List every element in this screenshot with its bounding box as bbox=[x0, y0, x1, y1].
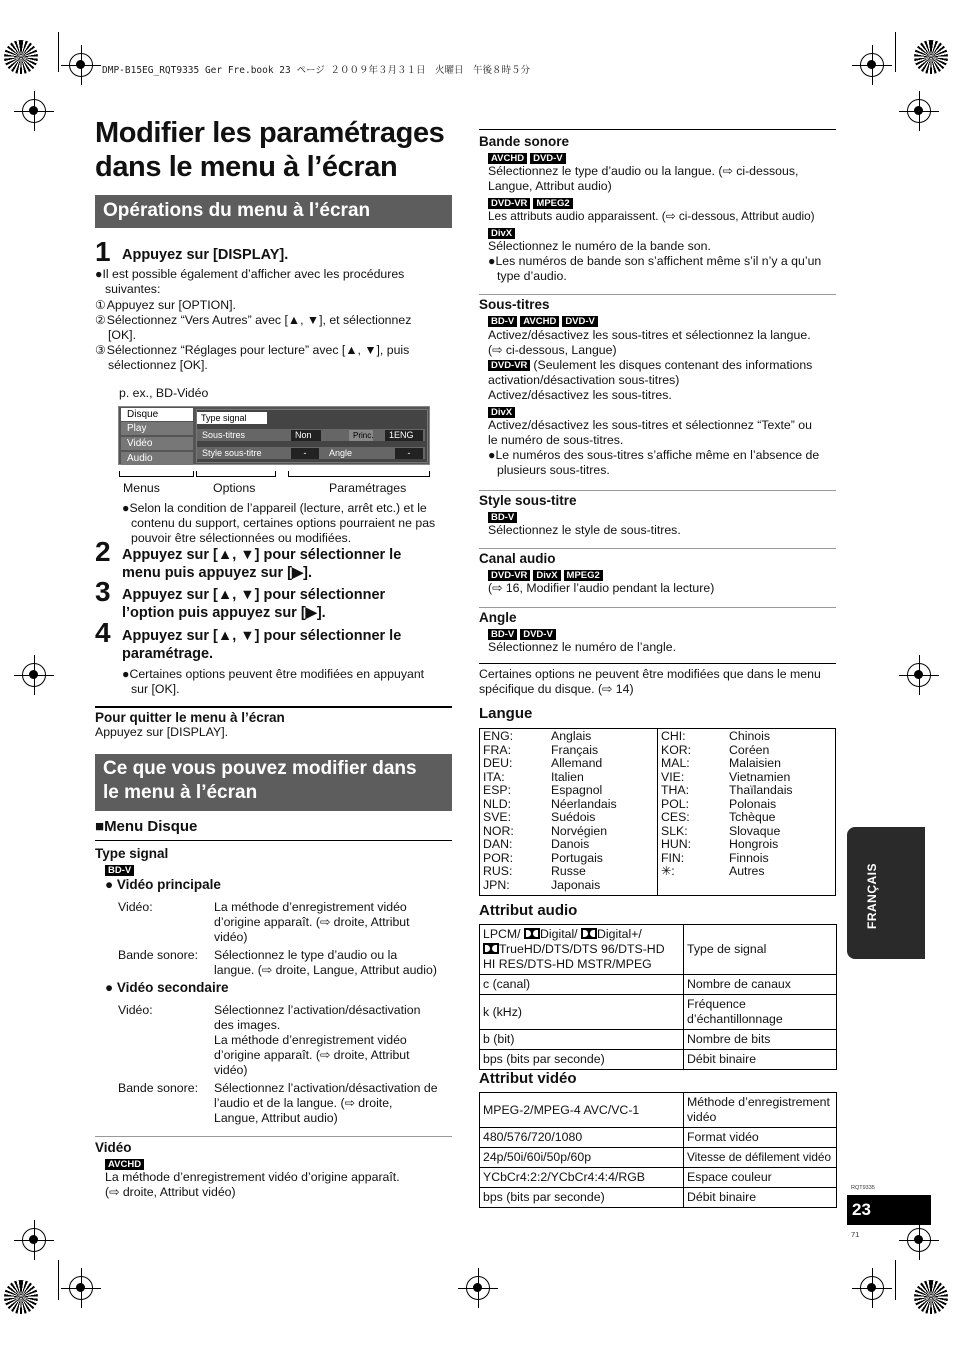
language-name: Norvégien bbox=[551, 823, 608, 838]
option-label: Princ. bbox=[349, 430, 373, 441]
language-name: Vietnamien bbox=[729, 769, 791, 784]
language-name: Malaisien bbox=[729, 756, 781, 770]
table-cell: k (kHz) bbox=[480, 995, 684, 1030]
bullet-line: ●Il est possible également d’afficher avec les procédures bbox=[95, 267, 405, 281]
language-tab bbox=[847, 827, 925, 959]
sub-step: ③Sélectionnez “Réglages pour lecture” avec [▲, ▼], puis bbox=[95, 343, 410, 357]
item-title: Sous-titres bbox=[479, 297, 550, 312]
table-cell: YCbCr4:2:2/YCbCr4:4:4/RGB bbox=[480, 1168, 684, 1188]
def-key: Bande sonore: bbox=[118, 1081, 198, 1095]
language-table bbox=[479, 728, 836, 896]
table-row bbox=[480, 1148, 837, 1168]
step-number: 4 bbox=[95, 617, 111, 648]
language-name: Polonais bbox=[729, 796, 777, 811]
table-row bbox=[480, 1093, 837, 1128]
item-subtitle: ● Vidéo secondaire bbox=[105, 980, 229, 995]
def-value: La méthode d’enregistrement vidéo d’origine apparaît. (⇨ droite, Attribut vidéo) bbox=[214, 900, 410, 944]
language-row bbox=[661, 744, 831, 758]
language-code: CES: bbox=[661, 810, 690, 824]
language-name: Néerlandais bbox=[551, 796, 617, 811]
registration-mark bbox=[860, 53, 884, 77]
language-row bbox=[661, 865, 831, 879]
body-text: Sélectionnez le type d’audio ou la langue. (⇨ ci-dessous, Langue, Attribut audio) bbox=[488, 164, 799, 193]
language-name: Espagnol bbox=[551, 783, 603, 797]
table-cell: Type de signal bbox=[684, 925, 837, 975]
language-code: HUN: bbox=[661, 837, 692, 851]
registration-mark bbox=[69, 1276, 93, 1300]
format-tags: DVD-VR MPEG2 bbox=[488, 195, 576, 213]
language-row bbox=[661, 757, 831, 771]
language-code: THA: bbox=[661, 783, 690, 797]
language-row bbox=[661, 825, 831, 839]
registration-mark bbox=[466, 1276, 490, 1300]
table-cell: b (bit) bbox=[480, 1030, 684, 1050]
example-label: p. ex., BD-Vidéo bbox=[119, 386, 209, 400]
registration-mark bbox=[860, 1276, 884, 1300]
language-tab-label: FRANÇAIS bbox=[865, 863, 879, 929]
table-row bbox=[480, 1188, 837, 1208]
table-cell: 480/576/720/1080 bbox=[480, 1128, 684, 1148]
divider bbox=[479, 129, 836, 130]
def-value: Sélectionnez le type d’audio ou la langue. (⇨ droite, Langue, Attribut audio) bbox=[214, 948, 437, 977]
registration-mark bbox=[907, 99, 931, 123]
language-name: Thaïlandais bbox=[729, 783, 793, 797]
divider bbox=[479, 663, 836, 664]
body-text: Sélectionnez le numéro de l’angle. bbox=[488, 640, 676, 654]
table-row bbox=[480, 1030, 837, 1050]
format-tag: DivX bbox=[488, 404, 518, 422]
language-name: Suédois bbox=[551, 810, 596, 824]
print-header: DMP-B15EG_RQT9335 Ger Fre.book 23 ページ ２００９年３月３１日 火曜日 午後８時５分 bbox=[102, 65, 530, 76]
language-name: Finnois bbox=[729, 850, 769, 865]
sub-step: [OK]. bbox=[108, 328, 137, 342]
language-row bbox=[483, 825, 653, 839]
step-number: 3 bbox=[95, 576, 111, 607]
table-cell: MPEG-2/MPEG-4 AVC/VC-1 bbox=[480, 1093, 684, 1128]
language-code: FIN: bbox=[661, 850, 685, 865]
step-title: Appuyez sur [▲, ▼] pour sélectionner le menu puis appuyez sur [▶]. bbox=[122, 547, 402, 581]
table-row bbox=[480, 995, 837, 1030]
bracket bbox=[119, 471, 194, 477]
language-code: ITA: bbox=[483, 769, 505, 784]
menu-item-audio: Audio bbox=[121, 452, 193, 465]
language-name: Japonais bbox=[551, 877, 601, 892]
product-code: RQT9335 bbox=[851, 1185, 875, 1191]
registration-mark bbox=[907, 1228, 931, 1252]
video-attribute-table bbox=[479, 1092, 837, 1208]
crop-mark bbox=[895, 1260, 896, 1300]
language-row bbox=[483, 811, 653, 825]
table-row bbox=[480, 1168, 837, 1188]
language-name: Chinois bbox=[729, 729, 771, 743]
body-text: Appuyez sur [DISPLAY]. bbox=[95, 725, 229, 739]
note-text: ●Selon la condition de l’appareil (lecture, arrêt etc.) et le contenu du support, certaines options pourraient ne pas pouvoir être sélectionnées ou modifiées. bbox=[122, 501, 436, 545]
option-value: Non bbox=[291, 430, 321, 441]
language-name: Tchèque bbox=[729, 810, 776, 824]
table-cell: Nombre de bits bbox=[684, 1030, 837, 1050]
table-cell: 24p/50i/60i/50p/60p bbox=[480, 1148, 684, 1168]
language-row bbox=[483, 865, 653, 879]
registration-mark bbox=[69, 53, 93, 77]
corner-mark bbox=[4, 40, 38, 74]
menu-item-play: Play bbox=[121, 422, 193, 435]
bracket bbox=[288, 471, 430, 477]
language-code: SLK: bbox=[661, 823, 688, 838]
language-name: Allemand bbox=[551, 756, 603, 770]
language-row bbox=[483, 798, 653, 812]
menu-item-video: Vidéo bbox=[121, 437, 193, 450]
format-tag: BD-V bbox=[105, 862, 137, 880]
table-cell: Vitesse de défilement vidéo bbox=[684, 1148, 837, 1168]
language-code: VIE: bbox=[661, 769, 685, 784]
language-code: ESP: bbox=[483, 783, 512, 797]
divider bbox=[95, 1136, 452, 1137]
language-row bbox=[483, 838, 653, 852]
table-heading: Attribut vidéo bbox=[479, 1070, 577, 1087]
format-tag: AVCHD bbox=[105, 1156, 147, 1174]
divider bbox=[479, 607, 836, 608]
body-text: Sélectionnez le style de sous-titres. bbox=[488, 523, 681, 537]
sub-step: ①Appuyez sur [OPTION]. bbox=[95, 298, 236, 312]
subsection-heading: ■Menu Disque bbox=[95, 818, 198, 835]
body-text: La méthode d’enregistrement vidéo d’origine apparaît. (⇨ droite, Attribut vidéo) bbox=[105, 1170, 400, 1199]
table-cell: c (canal) bbox=[480, 975, 684, 995]
language-list-right bbox=[661, 730, 831, 879]
language-row bbox=[483, 879, 653, 893]
language-row bbox=[483, 852, 653, 866]
menu-item-disque: Disque bbox=[121, 408, 193, 421]
registration-mark bbox=[907, 663, 931, 687]
language-row bbox=[483, 771, 653, 785]
footer-small-number: 71 bbox=[851, 1230, 860, 1239]
option-style: Style sous-titre bbox=[202, 448, 262, 458]
table-cell: bps (bits par seconde) bbox=[480, 1188, 684, 1208]
table-cell: Débit binaire bbox=[684, 1050, 837, 1070]
language-name: Portugais bbox=[551, 850, 603, 865]
language-row bbox=[483, 784, 653, 798]
bullet-line: suivantes: bbox=[105, 282, 161, 296]
step-title: Appuyez sur [▲, ▼] pour sélectionner le paramétrage. bbox=[122, 628, 402, 662]
language-name: Coréen bbox=[729, 742, 770, 757]
step-number: 1 bbox=[95, 236, 111, 267]
language-name: Russe bbox=[551, 864, 586, 878]
language-row bbox=[661, 784, 831, 798]
table-row bbox=[480, 1050, 837, 1070]
language-code: ENG: bbox=[483, 729, 514, 743]
step1-text bbox=[95, 267, 450, 373]
option-angle: Angle bbox=[329, 448, 353, 458]
language-row bbox=[661, 730, 831, 744]
language-list-left bbox=[483, 730, 653, 892]
table-heading: Langue bbox=[479, 705, 533, 722]
language-code: FRA: bbox=[483, 742, 512, 757]
language-code: NLD: bbox=[483, 796, 512, 811]
divider bbox=[479, 490, 836, 491]
option-type-signal: Type signal bbox=[197, 412, 267, 424]
registration-mark bbox=[22, 99, 46, 123]
def-key: Bande sonore: bbox=[118, 948, 198, 962]
language-code: DEU: bbox=[483, 756, 513, 770]
divider bbox=[95, 706, 452, 708]
table-cell: bps (bits par seconde) bbox=[480, 1050, 684, 1070]
crop-mark bbox=[895, 32, 896, 72]
language-row bbox=[661, 852, 831, 866]
subheading: Pour quitter le menu à l’écran bbox=[95, 710, 285, 725]
table-cell: LPCM/ Digital/ Digital+/ TrueHD/DTS/DTS 96/DTS-HD HI RES/DTS-HD MSTR/MPEG bbox=[480, 925, 684, 975]
table-cell: Fréquence d’échantillonnage bbox=[684, 995, 837, 1030]
language-row bbox=[661, 771, 831, 785]
sub-step: sélectionnez [OK]. bbox=[108, 358, 208, 372]
language-code: NOR: bbox=[483, 823, 514, 838]
language-row bbox=[661, 811, 831, 825]
crop-mark bbox=[58, 1260, 59, 1300]
corner-mark bbox=[914, 40, 948, 74]
table-cell: Débit binaire bbox=[684, 1188, 837, 1208]
page-title bbox=[95, 116, 444, 184]
table-cell: Format vidéo bbox=[684, 1128, 837, 1148]
option-value: - bbox=[291, 448, 319, 459]
body-text: (⇨ 16, Modifier l’audio pendant la lecture) bbox=[488, 581, 715, 595]
language-code: POL: bbox=[661, 796, 690, 811]
language-row bbox=[483, 744, 653, 758]
item-subtitle: ● Vidéo principale bbox=[105, 877, 221, 892]
def-key: Vidéo: bbox=[118, 900, 153, 914]
def-value: Sélectionnez l’activation/désactivation de l’audio et de la langue. (⇨ droite, Langue, Attribut audio) bbox=[214, 1081, 438, 1125]
dolby-icon bbox=[524, 928, 540, 939]
language-code: KOR: bbox=[661, 742, 692, 757]
divider bbox=[95, 840, 452, 841]
def-key: Vidéo: bbox=[118, 1003, 153, 1017]
language-name: Autres bbox=[729, 864, 765, 878]
crop-mark bbox=[58, 32, 59, 72]
label-parametrages: Paramétrages bbox=[329, 481, 407, 495]
step-title: Appuyez sur [▲, ▼] pour sélectionner l’option puis appuyez sur [▶]. bbox=[122, 587, 386, 621]
item-title: Bande sonore bbox=[479, 134, 570, 149]
language-row bbox=[661, 838, 831, 852]
language-row bbox=[661, 798, 831, 812]
format-tags: BD-V DVD-V bbox=[488, 626, 559, 644]
language-row bbox=[483, 730, 653, 744]
table-cell: Nombre de canaux bbox=[684, 975, 837, 995]
sub-step: ②Sélectionnez “Vers Autres” avec [▲, ▼], et sélectionnez bbox=[95, 313, 412, 327]
item-title: Vidéo bbox=[95, 1140, 132, 1155]
body-text: DVD-VR (Seulement les disques contenant des informations activation/désactivation sous-titres) Activez/désactivez les sous-titres. bbox=[488, 358, 813, 402]
step-number: 2 bbox=[95, 536, 111, 567]
corner-mark bbox=[914, 1280, 948, 1314]
bracket bbox=[196, 471, 276, 477]
section-heading-text: Opérations du menu à l’écran bbox=[103, 200, 371, 221]
item-title: Style sous-titre bbox=[479, 493, 577, 508]
label-options: Options bbox=[213, 481, 256, 495]
format-tags: DVD-VR DivX MPEG2 bbox=[488, 567, 606, 585]
format-tags: AVCHD DVD-V bbox=[488, 150, 569, 168]
table-row bbox=[480, 925, 837, 975]
table-cell: Espace couleur bbox=[684, 1168, 837, 1188]
dolby-icon bbox=[581, 928, 597, 939]
table-cell: Méthode d’enregistrement vidéo bbox=[684, 1093, 837, 1128]
registration-mark bbox=[22, 663, 46, 687]
option-sous-titres: Sous-titres bbox=[202, 430, 246, 440]
body-text: Les attributs audio apparaissent. (⇨ ci-dessous, Attribut audio) bbox=[488, 209, 815, 223]
language-name: Slovaque bbox=[729, 823, 781, 838]
language-name: Danois bbox=[551, 837, 590, 851]
title-line: dans le menu à l’écran bbox=[95, 151, 398, 183]
language-name: Hongrois bbox=[729, 837, 779, 851]
language-name: Anglais bbox=[551, 729, 592, 743]
table-divider bbox=[657, 729, 658, 895]
language-code: JPN: bbox=[483, 877, 510, 892]
body-text: Sélectionnez le numéro de la bande son. ●Les numéros de bande son s’affichent même s’il n’y a qu’un type d’audio. bbox=[488, 239, 822, 283]
table-row bbox=[480, 1128, 837, 1148]
audio-attribute-table bbox=[479, 924, 837, 1070]
language-code: MAL: bbox=[661, 756, 690, 770]
note-text: Certaines options ne peuvent être modifiées que dans le menu spécifique du disque. (⇨ 14) bbox=[479, 667, 821, 696]
step-title: Appuyez sur [DISPLAY]. bbox=[122, 247, 289, 263]
corner-mark bbox=[4, 1280, 38, 1314]
language-row bbox=[483, 757, 653, 771]
title-line: Modifier les paramétrages bbox=[95, 117, 445, 149]
table-heading: Attribut audio bbox=[479, 902, 578, 919]
option-value: - bbox=[395, 448, 423, 459]
section-heading: Ce que vous pouvez modifier dans le menu à l’écran bbox=[95, 754, 452, 811]
onscreen-menu bbox=[118, 406, 430, 465]
format-tag: DivX bbox=[488, 225, 518, 243]
page-number: 23 bbox=[847, 1195, 931, 1225]
section-heading bbox=[95, 195, 452, 228]
language-code: ✳: bbox=[661, 864, 675, 878]
table-row bbox=[480, 975, 837, 995]
note-text: ●Certaines options peuvent être modifiées en appuyant sur [OK]. bbox=[122, 667, 425, 696]
format-tag: BD-V bbox=[488, 509, 520, 527]
language-name: Italien bbox=[551, 769, 584, 784]
body-text: Activez/désactivez les sous-titres et sélectionnez la langue. (⇨ ci-dessous, Langue) bbox=[488, 328, 811, 357]
language-code: DAN: bbox=[483, 837, 513, 851]
registration-mark bbox=[22, 1228, 46, 1252]
item-title: Canal audio bbox=[479, 551, 556, 566]
item-title: Type signal bbox=[95, 846, 169, 861]
label-menus: Menus bbox=[123, 481, 160, 495]
language-code: SVE: bbox=[483, 810, 512, 824]
language-code: POR: bbox=[483, 850, 514, 865]
format-tags: BD-V AVCHD DVD-V bbox=[488, 313, 601, 331]
language-code: RUS: bbox=[483, 864, 513, 878]
item-title: Angle bbox=[479, 610, 517, 625]
divider bbox=[479, 294, 836, 295]
def-value: Sélectionnez l’activation/désactivation des images. La méthode d’enregistrement vidéo d’origine apparaît. (⇨ droite, Attribut vidéo) bbox=[214, 1003, 421, 1077]
option-value: 1ENG bbox=[385, 430, 423, 441]
body-text: Activez/désactivez les sous-titres et sélectionnez “Texte” ou le numéro de sous-titres. ●Le numéros des sous-titres s’affiche même en l’absence de plusieurs sous-titres. bbox=[488, 418, 820, 477]
dolby-icon bbox=[483, 943, 499, 954]
language-code: CHI: bbox=[661, 729, 686, 743]
divider bbox=[479, 548, 836, 549]
language-name: Français bbox=[551, 742, 599, 757]
